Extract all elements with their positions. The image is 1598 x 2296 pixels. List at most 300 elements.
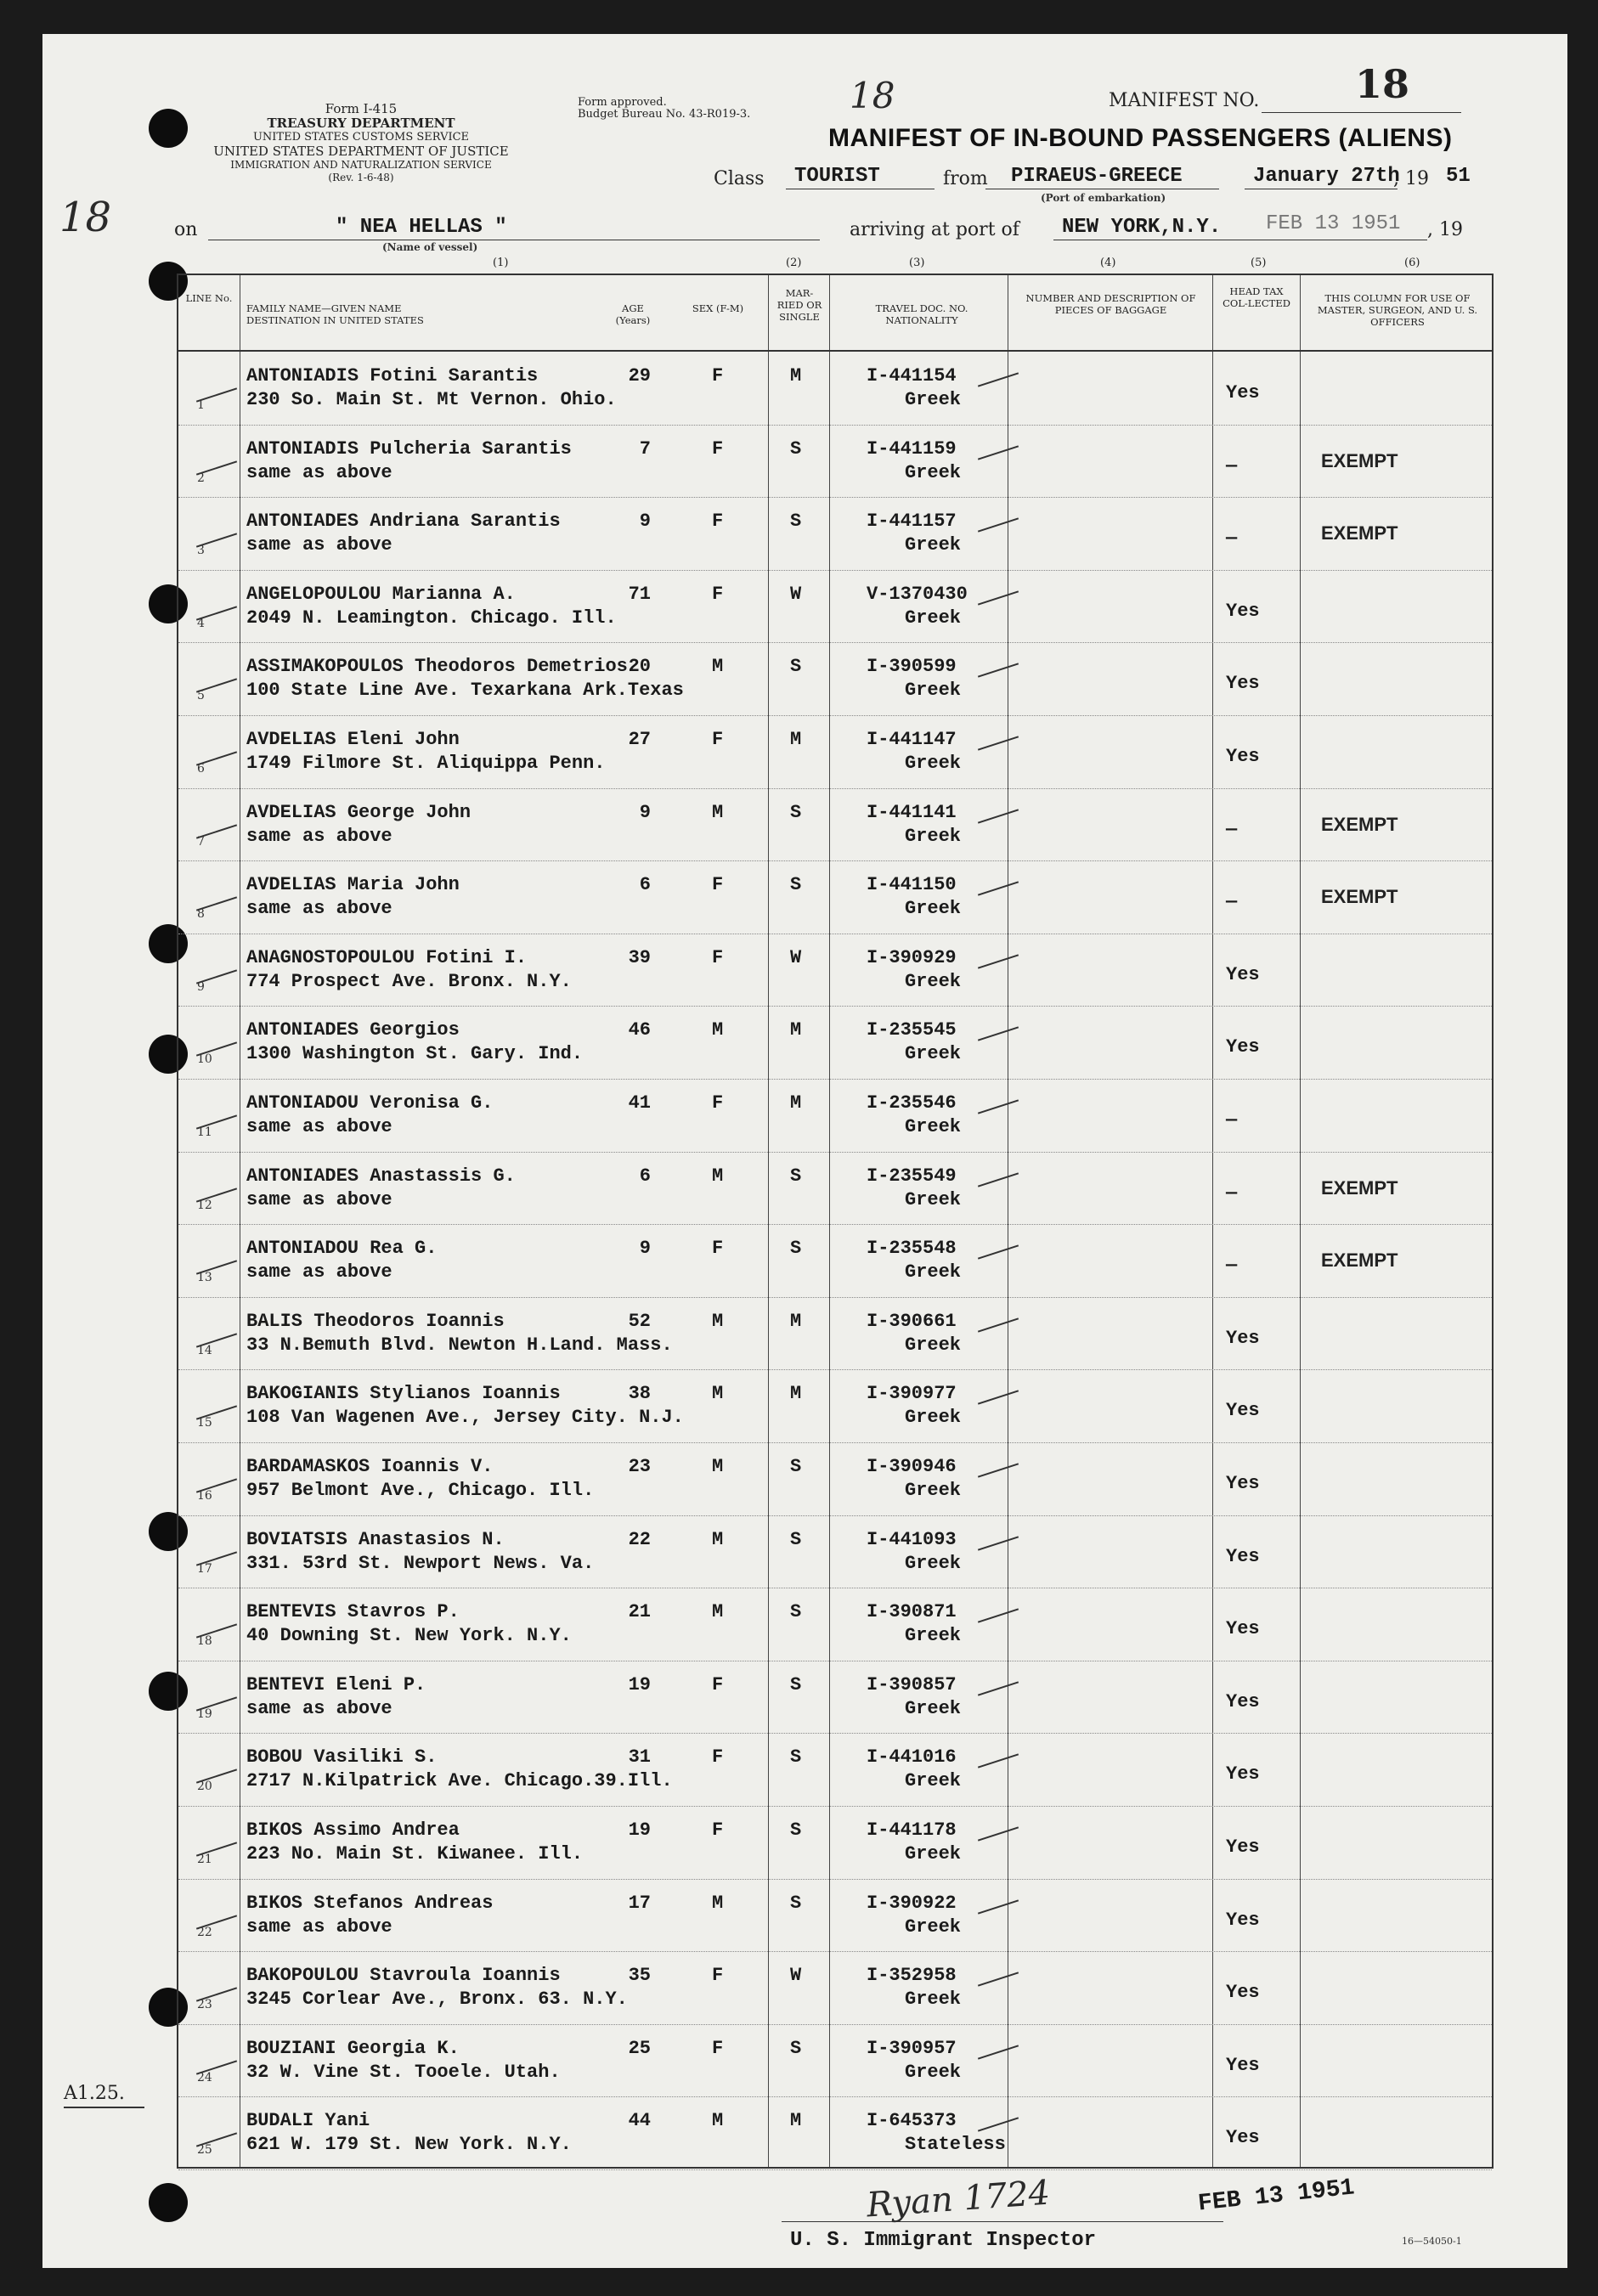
passenger-name: ASSIMAKOPOULOS Theodoros Demetrios (246, 656, 628, 678)
check-mark-icon (978, 954, 1019, 968)
passenger-row (178, 352, 1492, 426)
marital-status: M (790, 1019, 802, 1041)
destination: 40 Downing St. New York. N.Y. (246, 1625, 572, 1647)
destination: same as above (246, 1697, 392, 1719)
col-head-married: MAR-RIED OR SINGLE (776, 287, 822, 323)
nationality: Greek (905, 461, 962, 483)
check-mark-icon (196, 1696, 237, 1711)
arrival-port: NEW YORK,N.Y. (1062, 216, 1222, 239)
head-tax: Yes (1226, 746, 1260, 767)
sex: F (712, 874, 724, 896)
officer-note: EXEMPT (1321, 886, 1398, 908)
nationality: Greek (905, 1043, 962, 1065)
head-tax: Yes (1226, 1690, 1260, 1712)
sex: F (712, 2037, 724, 2059)
check-mark-icon (196, 1406, 237, 1420)
sex: F (712, 1238, 724, 1260)
passenger-name: BOVIATSIS Anastasios N. (246, 1528, 505, 1550)
budget-bureau: Budget Bureau No. 43-R019-3. (578, 108, 751, 121)
col-head-baggage: NUMBER AND DESCRIPTION OF PIECES OF BAGGAGE (1025, 292, 1196, 316)
col-num-2: (2) (786, 257, 802, 269)
vessel-name: " NEA HELLAS " (336, 216, 507, 239)
line-number: 12 (197, 1198, 212, 1212)
passenger-name: AVDELIAS Maria John (246, 874, 460, 896)
destination: 331. 53rd St. Newport News. Va. (246, 1552, 595, 1574)
age: 46 (628, 1019, 651, 1041)
marital-status: S (790, 1528, 802, 1550)
manifest-number: 18 (1355, 61, 1410, 107)
from-label: from (943, 168, 988, 189)
head-tax: Yes (1226, 1763, 1260, 1785)
age: 20 (628, 656, 651, 678)
passenger-name: BALIS Theodoros Ioannis (246, 1310, 505, 1332)
col-head-age: AGE (Years) (615, 302, 651, 326)
check-mark-icon (978, 1027, 1019, 1041)
check-mark-icon (196, 606, 237, 620)
passenger-row (178, 1806, 1492, 1880)
punch-hole (149, 109, 188, 148)
passenger-name: BAKOPOULOU Stavroula Ioannis (246, 1965, 561, 1987)
sex: F (712, 1965, 724, 1987)
col-head-officers: THIS COLUMN FOR USE OF MASTER, SURGEON, AND U. S. OFFICERS (1317, 292, 1478, 328)
marital-status: M (790, 729, 802, 750)
line-number: 1 (197, 398, 205, 412)
nationality: Greek (905, 1334, 962, 1356)
check-mark-icon (978, 882, 1019, 896)
destination: 100 State Line Ave. Texarkana Ark.Texas (246, 680, 684, 702)
punch-hole (149, 2183, 188, 2222)
sex: M (712, 1165, 724, 1187)
travel-doc: I-390957 (867, 2037, 957, 2059)
marital-status: M (790, 365, 802, 386)
nationality: Greek (905, 1552, 962, 1574)
destination: 621 W. 179 St. New York. N.Y. (246, 2134, 572, 2156)
line-number: 15 (197, 1416, 212, 1430)
passenger-name: BOUZIANI Georgia K. (246, 2037, 460, 2059)
class-label: Class (714, 168, 765, 189)
passenger-name: ANTONIADOU Rea G. (246, 1238, 438, 1260)
margin-code-underline (64, 2107, 144, 2108)
port-caption: (Port of embarkation) (1041, 192, 1166, 204)
marital-status: S (790, 656, 802, 678)
check-mark-icon (196, 1842, 237, 1856)
destination: 1749 Filmore St. Aliquippa Penn. (246, 753, 606, 774)
passenger-row (178, 1079, 1492, 1153)
travel-doc: I-390871 (867, 1601, 957, 1623)
margin-code: A1.25. (64, 2083, 125, 2104)
passenger-name: BARDAMASKOS Ioannis V. (246, 1456, 494, 1477)
line-number: 4 (197, 616, 205, 630)
head-tax: Yes (1226, 1545, 1260, 1567)
marital-status: S (790, 874, 802, 896)
passenger-name: AVDELIAS George John (246, 801, 471, 823)
check-mark-icon (978, 736, 1019, 750)
check-mark-icon (196, 1915, 237, 1929)
age: 19 (628, 1673, 651, 1695)
sex: M (712, 1019, 724, 1041)
travel-doc: I-441016 (867, 1746, 957, 1769)
marital-status: W (790, 946, 802, 968)
nationality: Greek (905, 898, 962, 920)
passenger-name: ANTONIADOU Veronisa G. (246, 1092, 494, 1114)
arrival-stamp: FEB 13 1951 (1266, 212, 1401, 235)
head-tax: — (1226, 891, 1238, 913)
marital-status: S (790, 1601, 802, 1623)
age: 44 (628, 2110, 651, 2132)
officer-note: EXEMPT (1321, 813, 1398, 835)
sex: M (712, 1601, 724, 1623)
destination: 32 W. Vine St. Tooele. Utah. (246, 2061, 561, 2083)
travel-doc: I-441141 (867, 801, 957, 823)
handwritten-number: 18 (850, 75, 895, 116)
officer-note: EXEMPT (1321, 449, 1398, 471)
nationality: Greek (905, 970, 962, 992)
line-number: 13 (197, 1271, 212, 1285)
nationality: Greek (905, 680, 962, 702)
col-num-5: (5) (1251, 257, 1267, 269)
line-number: 3 (197, 544, 205, 558)
treasury-dept: TREASURY DEPARTMENT (267, 116, 455, 131)
marital-status: S (790, 2037, 802, 2059)
travel-doc: I-441093 (867, 1528, 957, 1550)
line-number: 20 (197, 1780, 212, 1794)
nationality: Greek (905, 1989, 962, 2011)
sex: F (712, 437, 724, 460)
marital-status: M (790, 1092, 802, 1114)
sex: M (712, 1383, 724, 1405)
line-number: 9 (197, 979, 205, 994)
age: 52 (628, 1310, 651, 1332)
sex: M (712, 1892, 724, 1914)
passenger-row (178, 860, 1492, 934)
travel-doc: I-645373 (867, 2110, 957, 2132)
age: 9 (639, 1238, 651, 1260)
nationality: Greek (905, 1188, 962, 1210)
form-approved: Form approved. (578, 96, 667, 109)
sex: F (712, 1819, 724, 1841)
justice-dept: UNITED STATES DEPARTMENT OF JUSTICE (213, 144, 509, 159)
passenger-row (178, 1152, 1492, 1226)
passenger-name: BENTEVIS Stavros P. (246, 1601, 460, 1623)
destination: same as above (246, 898, 392, 920)
check-mark-icon (978, 1172, 1019, 1187)
sex: F (712, 1092, 724, 1114)
passenger-row (178, 642, 1492, 716)
destination: 2049 N. Leamington. Chicago. Ill. (246, 606, 617, 629)
travel-doc: I-390929 (867, 946, 957, 968)
check-mark-icon (978, 809, 1019, 823)
check-mark-icon (196, 1988, 237, 2002)
destination: same as above (246, 825, 392, 847)
check-mark-icon (978, 1099, 1019, 1114)
travel-doc: I-352958 (867, 1965, 957, 1987)
check-mark-icon (978, 2045, 1019, 2059)
destination: 1300 Washington St. Gary. Ind. (246, 1043, 584, 1065)
sex: M (712, 656, 724, 678)
travel-doc: I-235548 (867, 1238, 957, 1260)
passenger-name: BENTEVI Eleni P. (246, 1673, 426, 1695)
line-number: 19 (197, 1706, 212, 1721)
head-tax: Yes (1226, 1618, 1260, 1640)
age: 29 (628, 365, 651, 386)
check-mark-icon (196, 824, 237, 838)
travel-doc: I-390599 (867, 656, 957, 678)
officer-note: EXEMPT (1321, 522, 1398, 544)
age: 22 (628, 1528, 651, 1550)
travel-doc: I-390661 (867, 1310, 957, 1332)
line-number: 14 (197, 1343, 212, 1357)
travel-doc: I-390946 (867, 1456, 957, 1477)
marital-status: M (790, 2110, 802, 2132)
age: 39 (628, 946, 651, 968)
passenger-row (178, 2096, 1492, 2170)
year-tail: , 19 (1427, 219, 1463, 240)
sex: F (712, 511, 724, 533)
passenger-row (178, 1442, 1492, 1516)
travel-doc: I-441154 (867, 365, 957, 386)
destination: 774 Prospect Ave. Bronx. N.Y. (246, 970, 572, 992)
check-mark-icon (196, 1769, 237, 1784)
marital-status: S (790, 511, 802, 533)
destination: same as above (246, 1261, 392, 1283)
check-mark-icon (978, 1391, 1019, 1405)
sex: M (712, 1456, 724, 1477)
nationality: Greek (905, 1625, 962, 1647)
destination: 108 Van Wagenen Ave., Jersey City. N.J. (246, 1407, 684, 1429)
marital-status: W (790, 1965, 802, 1987)
form-number: Form I-415 (325, 101, 398, 116)
marital-status: S (790, 1456, 802, 1477)
age: 38 (628, 1383, 651, 1405)
customs-service: UNITED STATES CUSTOMS SERVICE (252, 131, 470, 144)
age: 19 (628, 1819, 651, 1841)
line-number: 10 (197, 1052, 212, 1067)
head-tax: Yes (1226, 1836, 1260, 1858)
check-mark-icon (978, 1317, 1019, 1332)
head-tax: Yes (1226, 963, 1260, 985)
nationality: Greek (905, 753, 962, 774)
nationality: Greek (905, 825, 962, 847)
on-label: on (174, 219, 198, 240)
nationality: Greek (905, 1915, 962, 1938)
head-tax: Yes (1226, 1982, 1260, 2004)
passenger-name: ANGELOPOULOU Marianna A. (246, 583, 516, 605)
manifest-label: MANIFEST NO. (1109, 90, 1260, 111)
line-number: 11 (197, 1125, 212, 1139)
check-mark-icon (978, 1899, 1019, 1914)
check-mark-icon (196, 1187, 237, 1202)
nationality: Greek (905, 1116, 962, 1137)
col-num-6: (6) (1404, 257, 1420, 269)
travel-doc: I-441147 (867, 729, 957, 750)
line-number: 16 (197, 1489, 212, 1503)
col-head-travel: TRAVEL DOC. NO. NATIONALITY (875, 302, 968, 326)
destination: 3245 Corlear Ave., Bronx. 63. N.Y. (246, 1989, 628, 2011)
travel-doc: I-390977 (867, 1383, 957, 1405)
marital-status: S (790, 1673, 802, 1695)
check-mark-icon (978, 518, 1019, 533)
col-num-4: (4) (1100, 257, 1116, 269)
nationality: Greek (905, 534, 962, 556)
head-tax: Yes (1226, 2127, 1260, 2149)
marital-status: S (790, 1165, 802, 1187)
sex: F (712, 365, 724, 386)
sex: M (712, 2110, 724, 2132)
passenger-row (178, 1661, 1492, 1735)
marital-status: M (790, 1310, 802, 1332)
marital-status: W (790, 583, 802, 605)
destination: same as above (246, 461, 392, 483)
check-mark-icon (978, 590, 1019, 605)
check-mark-icon (196, 751, 237, 765)
passenger-name: ANAGNOSTOPOULOU Fotini I. (246, 946, 528, 968)
check-mark-icon (196, 969, 237, 984)
passenger-name: ANTONIADIS Pulcheria Sarantis (246, 437, 572, 460)
passenger-name: BIKOS Stefanos Andreas (246, 1892, 494, 1914)
head-tax: Yes (1226, 1327, 1260, 1349)
revision: (Rev. 1-6-48) (328, 172, 394, 183)
passenger-name: ANTONIADES Anastassis G. (246, 1165, 516, 1187)
passenger-row (178, 1879, 1492, 1953)
sex: F (712, 1673, 724, 1695)
head-tax: — (1226, 1255, 1238, 1277)
head-tax: Yes (1226, 1400, 1260, 1422)
age: 71 (628, 583, 651, 605)
marital-status: S (790, 1746, 802, 1769)
passenger-name: BOBOU Vasiliki S. (246, 1746, 438, 1769)
head-tax: — (1226, 454, 1238, 477)
check-mark-icon (196, 2060, 237, 2074)
age: 9 (639, 511, 651, 533)
travel-doc: V-1370430 (867, 583, 968, 605)
line-number: 7 (197, 834, 205, 849)
check-mark-icon (978, 1972, 1019, 1987)
travel-doc: I-441159 (867, 437, 957, 460)
check-mark-icon (978, 663, 1019, 678)
check-mark-icon (978, 2118, 1019, 2132)
travel-doc: I-235545 (867, 1019, 957, 1041)
destination: 957 Belmont Ave., Chicago. Ill. (246, 1480, 595, 1501)
destination: 33 N.Bemuth Blvd. Newton H.Land. Mass. (246, 1334, 673, 1356)
travel-doc: I-441157 (867, 511, 957, 533)
age: 17 (628, 1892, 651, 1914)
destination: same as above (246, 1116, 392, 1137)
line-number: 23 (197, 1998, 212, 2012)
age: 23 (628, 1456, 651, 1477)
check-mark-icon (196, 897, 237, 911)
passenger-row (178, 570, 1492, 644)
check-mark-icon (196, 1261, 237, 1275)
head-tax: Yes (1226, 2054, 1260, 2076)
line-number: 21 (197, 1853, 212, 1866)
passenger-name: AVDELIAS Eleni John (246, 729, 460, 750)
age: 41 (628, 1092, 651, 1114)
line-number: 25 (197, 2143, 212, 2158)
destination: 2717 N.Kilpatrick Ave. Chicago.39.Ill. (246, 1770, 673, 1792)
year-prefix: , 19 (1393, 168, 1429, 189)
destination: same as above (246, 534, 392, 556)
travel-doc: I-441150 (867, 874, 957, 896)
passenger-name: BIKOS Assimo Andrea (246, 1819, 460, 1841)
destination: same as above (246, 1188, 392, 1210)
age: 25 (628, 2037, 651, 2059)
passenger-row (178, 1515, 1492, 1589)
marital-status: S (790, 1819, 802, 1841)
passenger-row (178, 1951, 1492, 2025)
age: 6 (639, 1165, 651, 1187)
marital-status: S (790, 1892, 802, 1914)
age: 9 (639, 801, 651, 823)
sex: F (712, 1746, 724, 1769)
col-num-1: (1) (493, 257, 509, 269)
passenger-name: BUDALI Yani (246, 2110, 370, 2132)
check-mark-icon (196, 1478, 237, 1492)
passenger-row (178, 1369, 1492, 1443)
vessel-caption: (Name of vessel) (382, 241, 478, 253)
page-title: MANIFEST OF IN-BOUND PASSENGERS (ALIENS) (828, 124, 1453, 152)
head-tax: — (1226, 1109, 1238, 1131)
passenger-name: ANTONIADIS Fotini Sarantis (246, 365, 539, 386)
check-mark-icon (978, 372, 1019, 386)
check-mark-icon (196, 1333, 237, 1347)
marital-status: S (790, 437, 802, 460)
nationality: Greek (905, 1843, 962, 1864)
passenger-row (178, 715, 1492, 789)
nationality: Greek (905, 1480, 962, 1501)
passenger-name: ANTONIADES Georgios (246, 1019, 460, 1041)
head-tax: — (1226, 818, 1238, 840)
passenger-name: ANTONIADES Andriana Sarantis (246, 511, 561, 533)
check-mark-icon (196, 533, 237, 548)
check-mark-icon (196, 1624, 237, 1639)
sex: F (712, 946, 724, 968)
check-mark-icon (196, 2133, 237, 2147)
ins-service: IMMIGRATION AND NATURALIZATION SERVICE (230, 159, 492, 171)
col-head-headtax: HEAD TAX COL-LECTED (1222, 285, 1290, 309)
nationality: Greek (905, 1697, 962, 1719)
nationality: Greek (905, 1407, 962, 1429)
officer-note: EXEMPT (1321, 1250, 1398, 1272)
check-mark-icon (196, 679, 237, 693)
passenger-row (178, 1733, 1492, 1807)
embark-port: PIRAEUS-GREECE (1011, 165, 1183, 188)
passenger-row (178, 1006, 1492, 1080)
check-mark-icon (978, 1826, 1019, 1841)
sex: F (712, 729, 724, 750)
passenger-row (178, 425, 1492, 499)
line-number: 18 (197, 1634, 212, 1649)
departure-date: January 27th (1253, 165, 1400, 188)
line-number: 8 (197, 907, 205, 922)
class-value: TOURIST (794, 165, 880, 188)
nationality: Stateless (905, 2134, 1006, 2156)
check-mark-icon (978, 445, 1019, 460)
line-number: 22 (197, 1925, 212, 1939)
margin-note: 18 (59, 194, 112, 241)
arriving-label: arriving at port of (850, 219, 1019, 240)
inspector-signature-image: Ryan 1724 (865, 2173, 1052, 2225)
line-number: 2 (197, 471, 205, 485)
head-tax: Yes (1226, 600, 1260, 622)
print-code: 16—54050-1 (1402, 2236, 1462, 2247)
passenger-row (178, 788, 1492, 862)
year-suffix: 51 (1446, 165, 1471, 188)
col-head-name: FAMILY NAME—GIVEN NAME DESTINATION IN UNITED STATES (246, 302, 424, 326)
officer-note: EXEMPT (1321, 1176, 1398, 1199)
sex: M (712, 1310, 724, 1332)
travel-doc: I-390922 (867, 1892, 957, 1914)
nationality: Greek (905, 1261, 962, 1283)
